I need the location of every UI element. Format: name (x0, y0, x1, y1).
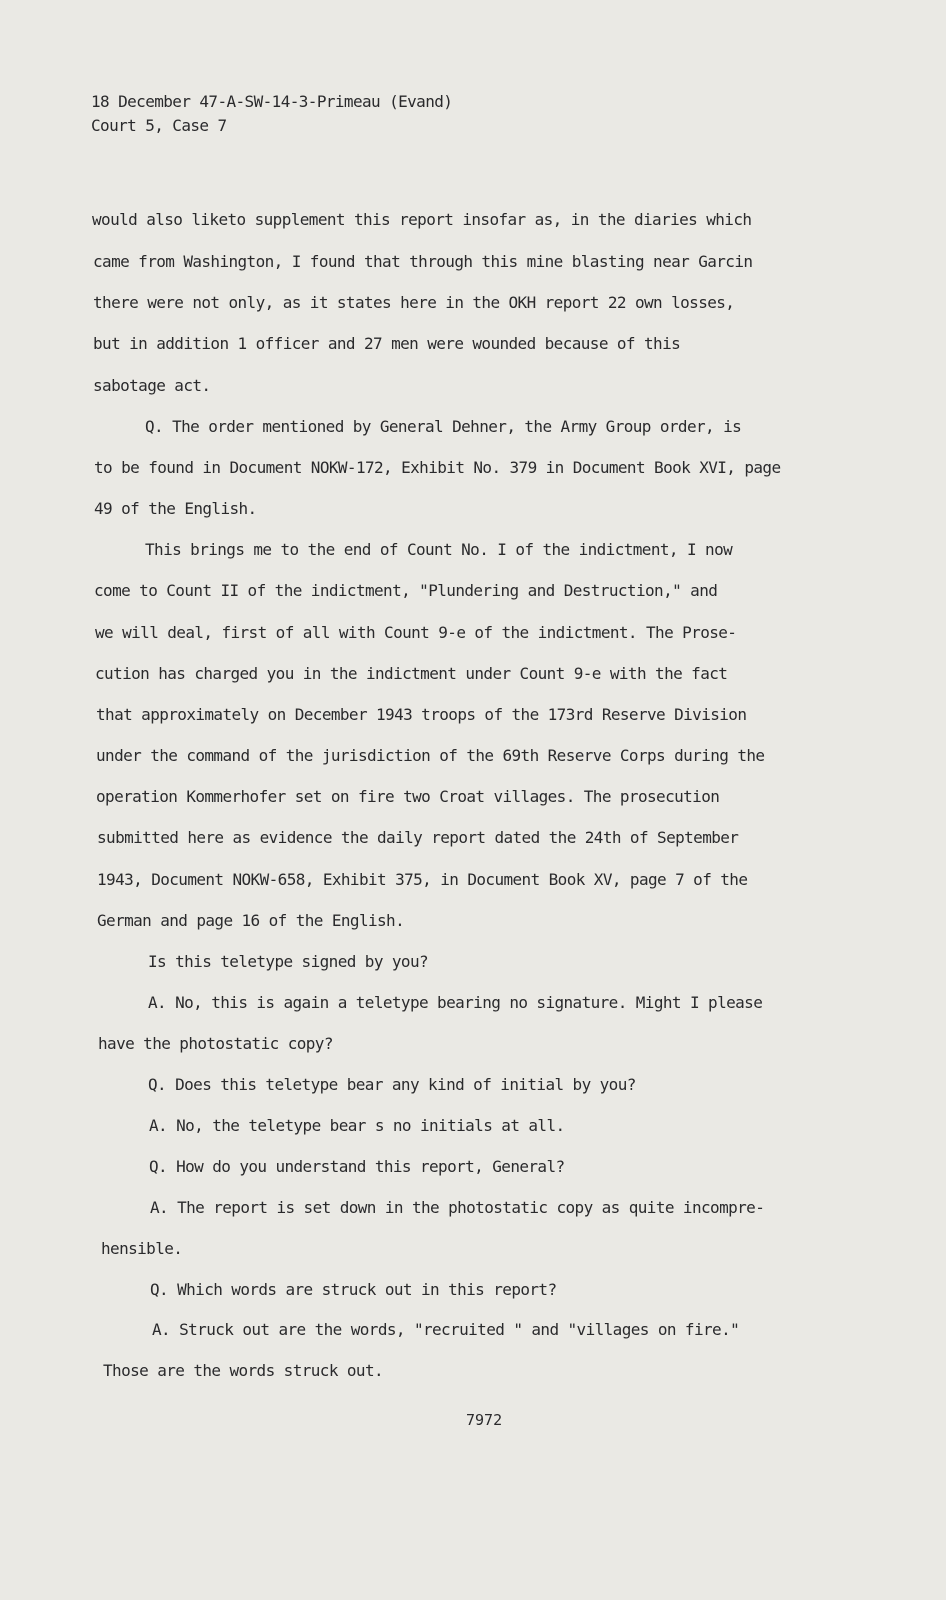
header-court-line: Court 5, Case 7 (91, 116, 227, 135)
text-line: under the command of the jurisdiction of the 69th Reserve Corps during the (96, 746, 765, 765)
text-line: cution has charged you in the indictment under Count 9-e with the fact (95, 664, 728, 683)
document-header (91, 90, 452, 138)
text-line: German and page 16 of the English. (97, 911, 405, 930)
text-line: This brings me to the end of Count No. I of the indictment, I now (145, 540, 733, 559)
text-line: there were not only, as it states here in the OKH report 22 own losses, (93, 293, 735, 312)
text-line: but in addition 1 officer and 27 men were wounded because of this (93, 334, 681, 353)
text-line: Q. Which words are struck out in this report? (150, 1280, 557, 1299)
page-number: 7972 (466, 1411, 503, 1429)
text-line: we will deal, first of all with Count 9-e of the indictment. The Prose- (95, 623, 737, 642)
text-line: Q. Does this teletype bear any kind of initial by you? (148, 1075, 636, 1094)
text-line: come to Count II of the indictment, "Plundering and Destruction," and (94, 581, 718, 600)
text-line: to be found in Document NOKW-172, Exhibit No. 379 in Document Book XVI, page (94, 458, 781, 477)
text-line: Q. The order mentioned by General Dehner, the Army Group order, is (145, 417, 742, 436)
text-line: A. The report is set down in the photostatic copy as quite incompre- (150, 1198, 765, 1217)
text-line: Q. How do you understand this report, General? (149, 1157, 565, 1176)
text-line: have the photostatic copy? (98, 1034, 333, 1053)
text-line: sabotage act. (93, 376, 211, 395)
text-line: operation Kommerhofer set on fire two Croat villages. The prosecution (96, 787, 720, 806)
header-date-line: 18 December 47-A-SW-14-3-Primeau (Evand) (91, 92, 453, 111)
text-line: Is this teletype signed by you? (148, 952, 429, 971)
text-line: 49 of the English. (94, 499, 257, 518)
text-line: hensible. (101, 1239, 183, 1258)
text-line: A. No, this is again a teletype bearing no signature. Might I please (148, 993, 763, 1012)
text-line: Those are the words struck out. (103, 1361, 384, 1380)
text-line: A. No, the teletype bear s no initials at all. (149, 1116, 565, 1135)
text-line: would also liketo supplement this report insofar as, in the diaries which (92, 210, 752, 229)
text-line: A. Struck out are the words, "recruited " and "villages on fire." (152, 1320, 740, 1339)
text-line: came from Washington, I found that through this mine blasting near Garcin (93, 252, 753, 271)
text-line: submitted here as evidence the daily report dated the 24th of September (97, 828, 739, 847)
text-line: that approximately on December 1943 troops of the 173rd Reserve Division (96, 705, 747, 724)
text-line: 1943, Document NOKW-658, Exhibit 375, in Document Book XV, page 7 of the (97, 870, 748, 889)
